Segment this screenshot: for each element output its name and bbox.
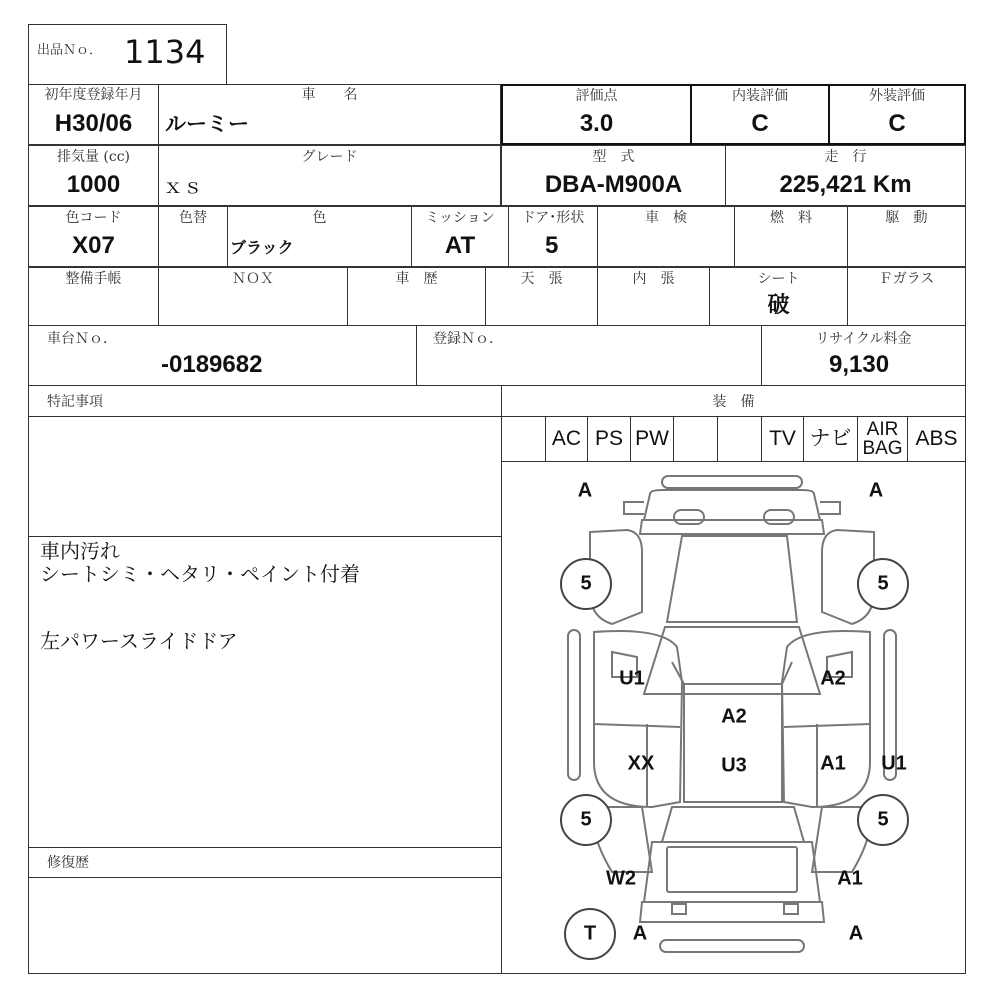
repair-history-label: 修復歴	[47, 855, 89, 871]
mark-rear-left-door: XX	[627, 752, 655, 775]
car-name-value: ルーミー	[165, 112, 249, 136]
notes-divider	[28, 536, 502, 537]
equip-pw: PW	[630, 416, 674, 462]
chassis-number-value: -0189682	[161, 351, 263, 378]
exterior-rating-cell	[828, 84, 966, 145]
mileage-value: 225,421 Km	[779, 171, 912, 198]
equip-airbag-line-1: AIR	[866, 419, 899, 440]
score-cell	[501, 84, 692, 145]
fuel-cell	[734, 206, 848, 267]
door-type-value: 5	[545, 232, 559, 259]
grade-value: ｘｓ	[163, 174, 203, 198]
interior-rating-value: C	[751, 110, 769, 137]
model-value: DBA-M900A	[544, 171, 683, 198]
note-line-3: 左パワースライドドア	[40, 629, 238, 653]
displacement-label: 排気量 (cc)	[56, 149, 131, 165]
displacement-cell	[28, 145, 159, 206]
service-book-label: 整備手帳	[65, 271, 122, 287]
mission-value: AT	[444, 232, 476, 259]
history-label: 車 歴	[395, 271, 438, 287]
seat-value: 破	[767, 293, 790, 318]
first-registration-value: H30/06	[54, 110, 133, 137]
drive-cell	[847, 206, 966, 267]
fuel-label: 燃 料	[770, 210, 812, 226]
exterior-rating-value: C	[888, 110, 906, 137]
lot-number-box	[28, 24, 227, 85]
mark-front-right-door: A2	[820, 667, 846, 690]
inspection-cell	[597, 206, 735, 267]
inner-lining-label: 内 張	[632, 271, 675, 287]
car-name-label: 車 名	[301, 87, 358, 103]
equip-airbag-line-2: BAG	[862, 438, 903, 459]
history-cell	[347, 267, 486, 326]
mark-tire-front-left: 5	[580, 572, 592, 595]
mark-roof-center: U3	[721, 754, 747, 777]
equipment-label: 装 備	[712, 394, 755, 410]
first-registration-label: 初年度登録年月	[44, 87, 143, 103]
interior-rating-cell	[690, 84, 830, 145]
color-code-label: 色コード	[65, 210, 122, 226]
mission-label: ミッション	[425, 210, 495, 226]
equip-tv: TV	[761, 416, 804, 462]
equipment-header	[501, 385, 966, 417]
note-line-1: 車内汚れ	[40, 539, 120, 563]
recycle-fee-cell	[761, 325, 966, 386]
inner-lining-cell	[597, 267, 710, 326]
note-line-2: シートシミ・ヘタリ・ペイント付着	[40, 562, 360, 586]
mark-front-left-door: U1	[619, 667, 645, 690]
mark-roof-front: A2	[721, 705, 747, 728]
color-cell	[227, 206, 412, 267]
car-name-cell	[158, 84, 501, 145]
equip-abs: ABS	[907, 416, 966, 462]
seat-cell	[709, 267, 848, 326]
color-label: 色	[312, 210, 327, 226]
model-label: 型 式	[592, 149, 635, 165]
mission-cell	[411, 206, 509, 267]
color-code-cell	[28, 206, 159, 267]
registration-number-cell	[416, 325, 762, 386]
mark-front-left-corner: A	[577, 479, 593, 502]
color-change-label: 色替	[179, 210, 207, 226]
recycle-fee-value: 9,130	[829, 351, 890, 378]
lot-number: 1134	[124, 33, 206, 71]
door-type-label: ドア･形状	[521, 210, 585, 226]
mark-rear-right-corner: A	[848, 922, 864, 945]
exterior-rating-label: 外装評価	[869, 88, 925, 104]
mark-spare-tire: T	[583, 922, 597, 945]
displacement-value: 1000	[66, 171, 121, 198]
grade-cell	[158, 145, 501, 206]
color-code-value: X07	[72, 232, 115, 259]
chassis-number-label: 車台Ｎｏ．	[47, 331, 117, 347]
door-type-cell	[508, 206, 598, 267]
special-notes-section	[28, 385, 502, 974]
equip-ps: PS	[587, 416, 631, 462]
service-book-cell	[28, 267, 159, 326]
interior-rating-label: 内装評価	[732, 88, 788, 104]
seat-label: シート	[757, 271, 800, 287]
mark-rear-left-corner: A	[632, 922, 648, 945]
equip-navi: ナビ	[803, 416, 858, 462]
first-registration-cell	[28, 84, 159, 145]
equip-blank-3	[717, 416, 762, 462]
grade-label: グレード	[301, 149, 358, 165]
equip-ac: AC	[545, 416, 588, 462]
special-notes-header	[28, 385, 502, 417]
mark-rear-left-quarter: W2	[606, 867, 636, 890]
lot-number-label: 出品Ｎｏ．	[37, 43, 103, 58]
repair-history-header	[28, 847, 502, 878]
drive-label: 駆 動	[885, 210, 928, 226]
registration-number-label: 登録Ｎｏ．	[433, 331, 503, 347]
equip-airbag	[857, 416, 908, 462]
f-glass-cell	[847, 267, 966, 326]
score-label: 評価点	[575, 88, 618, 104]
ceiling-cell	[485, 267, 598, 326]
mileage-cell	[725, 145, 966, 206]
special-notes-label: 特記事項	[47, 394, 103, 410]
nox-label: ＮＯＸ	[232, 271, 274, 287]
ceiling-label: 天 張	[520, 271, 563, 287]
color-value: ブラック	[230, 238, 294, 257]
mark-tire-front-right: 5	[877, 572, 889, 595]
mark-front-right-corner: A	[868, 479, 884, 502]
mark-tire-rear-right: 5	[877, 808, 889, 831]
model-cell	[501, 145, 726, 206]
color-change-cell	[158, 206, 228, 267]
mark-tire-rear-left: 5	[580, 808, 592, 831]
mark-rear-right-quarter: A1	[837, 867, 863, 890]
f-glass-label: Ｆガラス	[878, 271, 935, 287]
recycle-fee-label: リサイクル料金	[815, 331, 912, 347]
nox-cell	[158, 267, 348, 326]
equip-blank-2	[673, 416, 718, 462]
chassis-number-cell	[28, 325, 417, 386]
mark-right-rocker: U1	[881, 752, 907, 775]
mark-rear-right-door: A1	[820, 752, 846, 775]
equip-blank-1	[501, 416, 546, 462]
score-value: 3.0	[579, 110, 614, 137]
inspection-label: 車 検	[645, 210, 687, 226]
mileage-label: 走 行	[824, 149, 867, 165]
